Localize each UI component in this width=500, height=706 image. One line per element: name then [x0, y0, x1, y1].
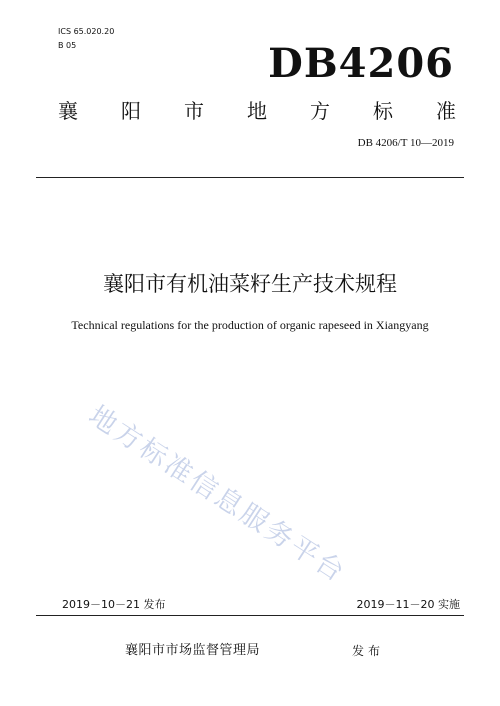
- level-char: 准: [436, 99, 456, 123]
- standard-number: DB 4206/T 10—2019: [357, 137, 454, 149]
- header-divider: [36, 177, 464, 178]
- watermark: 地方标准信息服务平台: [83, 400, 352, 590]
- title-chinese: 襄阳市有机油菜籽生产技术规程: [103, 272, 397, 296]
- footer-divider: [36, 615, 464, 616]
- standard-logo: DB4206: [268, 40, 454, 87]
- ccs-code: B 05: [58, 41, 77, 50]
- standard-level: [58, 98, 456, 124]
- level-char: 市: [184, 99, 204, 123]
- level-char: 标: [373, 99, 393, 123]
- level-char: 襄: [58, 99, 78, 123]
- issue-date: 2019－10－21 发布: [62, 598, 166, 611]
- title-english: Technical regulations for the production of organic rapeseed in Xiangyang: [71, 318, 429, 332]
- publisher: 襄阳市市场监督管理局: [125, 643, 261, 658]
- level-char: 阳: [121, 99, 141, 123]
- implementation-date: 2019－11－20 实施: [356, 598, 460, 611]
- level-char: 方: [310, 99, 330, 123]
- ics-code: ICS 65.020.20: [58, 27, 115, 36]
- level-char: 地: [247, 99, 267, 123]
- publish-label: 发布: [352, 644, 385, 658]
